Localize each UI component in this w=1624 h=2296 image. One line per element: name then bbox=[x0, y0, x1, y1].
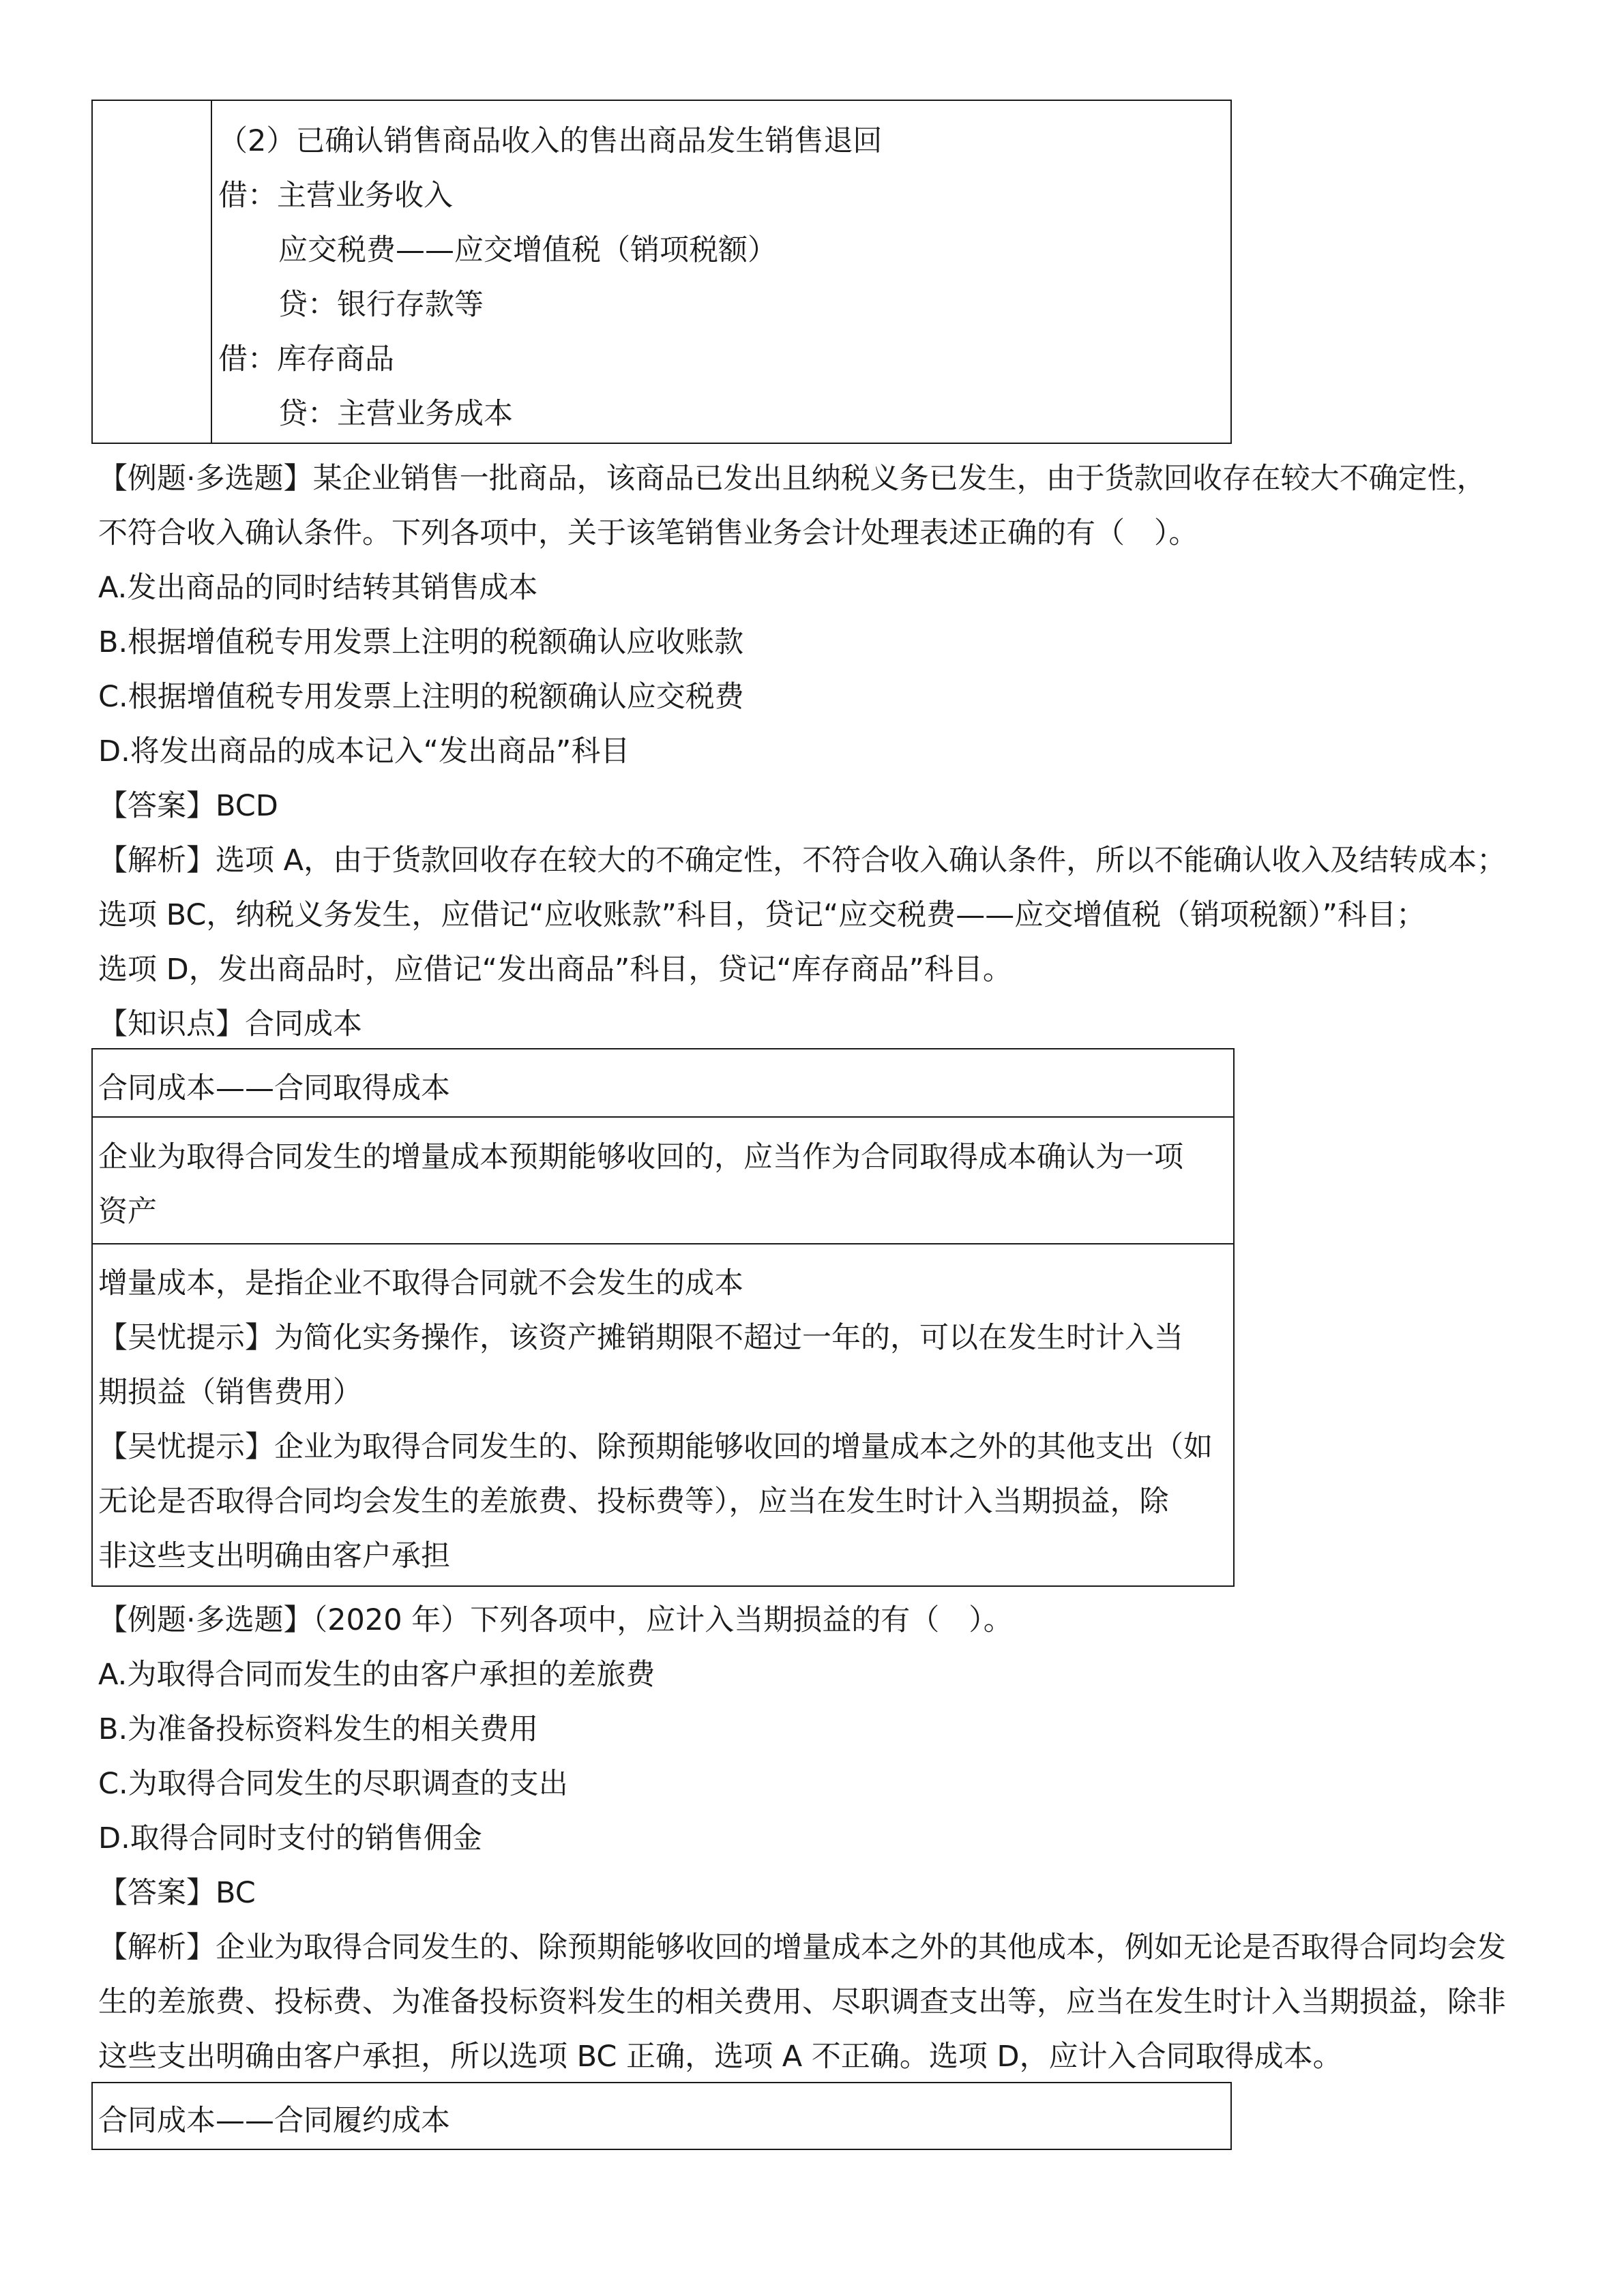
entry-line-debit-revenue: 借：主营业务收入 bbox=[218, 179, 453, 213]
entry-line-vat: 应交税费——应交增值税（销项税额） bbox=[278, 233, 777, 267]
q2-stem: 【例题·多选题】（2020 年）下列各项中，应计入当期损益的有（ ）。 bbox=[98, 1603, 1013, 1637]
q2-analysis-line-2: 生的差旅费、投标费、为准备投标资料发生的相关费用、尽职调查支出等，应当在发生时计入当期损益，除非 bbox=[98, 1985, 1506, 2019]
contract-cost-table-row-divider-2 bbox=[91, 1243, 1235, 1244]
q1-analysis-line-3: 选项 D，发出商品时，应借记“发出商品”科目，贷记“库存商品”科目。 bbox=[98, 953, 1012, 987]
journal-entry-table-divider bbox=[211, 100, 212, 444]
contract-cost-row2-line-6: 非这些支出明确由客户承担 bbox=[98, 1539, 450, 1573]
contract-cost-header: 合同成本——合同取得成本 bbox=[98, 1071, 450, 1105]
q1-analysis-line-2: 选项 BC，纳税义务发生，应借记“应收账款”科目，贷记“应交税费——应交增值税（销项税额）”科目； bbox=[98, 898, 1426, 932]
q2-option-a: A.为取得合同而发生的由客户承担的差旅费 bbox=[98, 1658, 655, 1692]
q1-answer: 【答案】BCD bbox=[98, 789, 278, 823]
q1-analysis-line-1: 【解析】选项 A，由于货款回收存在较大的不确定性，不符合收入确认条件，所以不能确认收入及结转成本； bbox=[98, 844, 1507, 878]
contract-cost-row2-line-3: 期损益（销售费用） bbox=[98, 1375, 362, 1410]
q1-option-b: B.根据增值税专用发票上注明的税额确认应收账款 bbox=[98, 625, 744, 659]
contract-cost-table-row-divider-1 bbox=[91, 1116, 1235, 1118]
knowledge-point-heading: 【知识点】合同成本 bbox=[98, 1007, 362, 1041]
entry-line-debit-inventory: 借：库存商品 bbox=[218, 342, 394, 376]
fulfillment-cost-header: 合同成本——合同履约成本 bbox=[98, 2104, 450, 2138]
contract-cost-row2-line-2: 【吴忧提示】为简化实务操作，该资产摊销期限不超过一年的，可以在发生时计入当 bbox=[98, 1321, 1183, 1355]
q1-option-a: A.发出商品的同时结转其销售成本 bbox=[98, 571, 538, 605]
q2-answer: 【答案】BC bbox=[98, 1876, 256, 1910]
q1-option-c: C.根据增值税专用发票上注明的税额确认应交税费 bbox=[98, 680, 744, 714]
q2-analysis-line-1: 【解析】企业为取得合同发生的、除预期能够收回的增量成本之外的其他成本，例如无论是否取得合同均会发 bbox=[98, 1930, 1506, 1965]
q2-option-b: B.为准备投标资料发生的相关费用 bbox=[98, 1712, 539, 1746]
q1-stem-line-1: 【例题·多选题】某企业销售一批商品，该商品已发出且纳税义务已发生，由于货款回收存在较大不确定性， bbox=[98, 462, 1486, 496]
contract-cost-row2-line-1: 增量成本，是指企业不取得合同就不会发生的成本 bbox=[98, 1266, 743, 1300]
q2-analysis-line-3: 这些支出明确由客户承担，所以选项 BC 正确，选项 A 不正确。选项 D，应计入合同取得成本。 bbox=[98, 2040, 1342, 2074]
contract-cost-row1-line-1: 企业为取得合同发生的增量成本预期能够收回的，应当作为合同取得成本确认为一项 bbox=[98, 1140, 1183, 1174]
contract-cost-row2-line-4: 【吴忧提示】企业为取得合同发生的、除预期能够收回的增量成本之外的其他支出（如 bbox=[98, 1430, 1213, 1464]
q1-option-d: D.将发出商品的成本记入“发出商品”科目 bbox=[98, 734, 630, 769]
contract-cost-row2-line-5: 无论是否取得合同均会发生的差旅费、投标费等），应当在发生时计入当期损益，除 bbox=[98, 1485, 1169, 1519]
q2-option-c: C.为取得合同发生的尽职调查的支出 bbox=[98, 1767, 568, 1801]
contract-cost-row1-line-2: 资产 bbox=[98, 1195, 157, 1229]
entry-title: （2）已确认销售商品收入的售出商品发生销售退回 bbox=[218, 124, 883, 158]
q2-option-d: D.取得合同时支付的销售佣金 bbox=[98, 1821, 482, 1855]
entry-line-credit-bank: 贷：银行存款等 bbox=[278, 288, 484, 322]
entry-line-credit-cost: 贷：主营业务成本 bbox=[278, 397, 513, 431]
q1-stem-line-2: 不符合收入确认条件。下列各项中，关于该笔销售业务会计处理表述正确的有（ ）。 bbox=[98, 516, 1198, 550]
